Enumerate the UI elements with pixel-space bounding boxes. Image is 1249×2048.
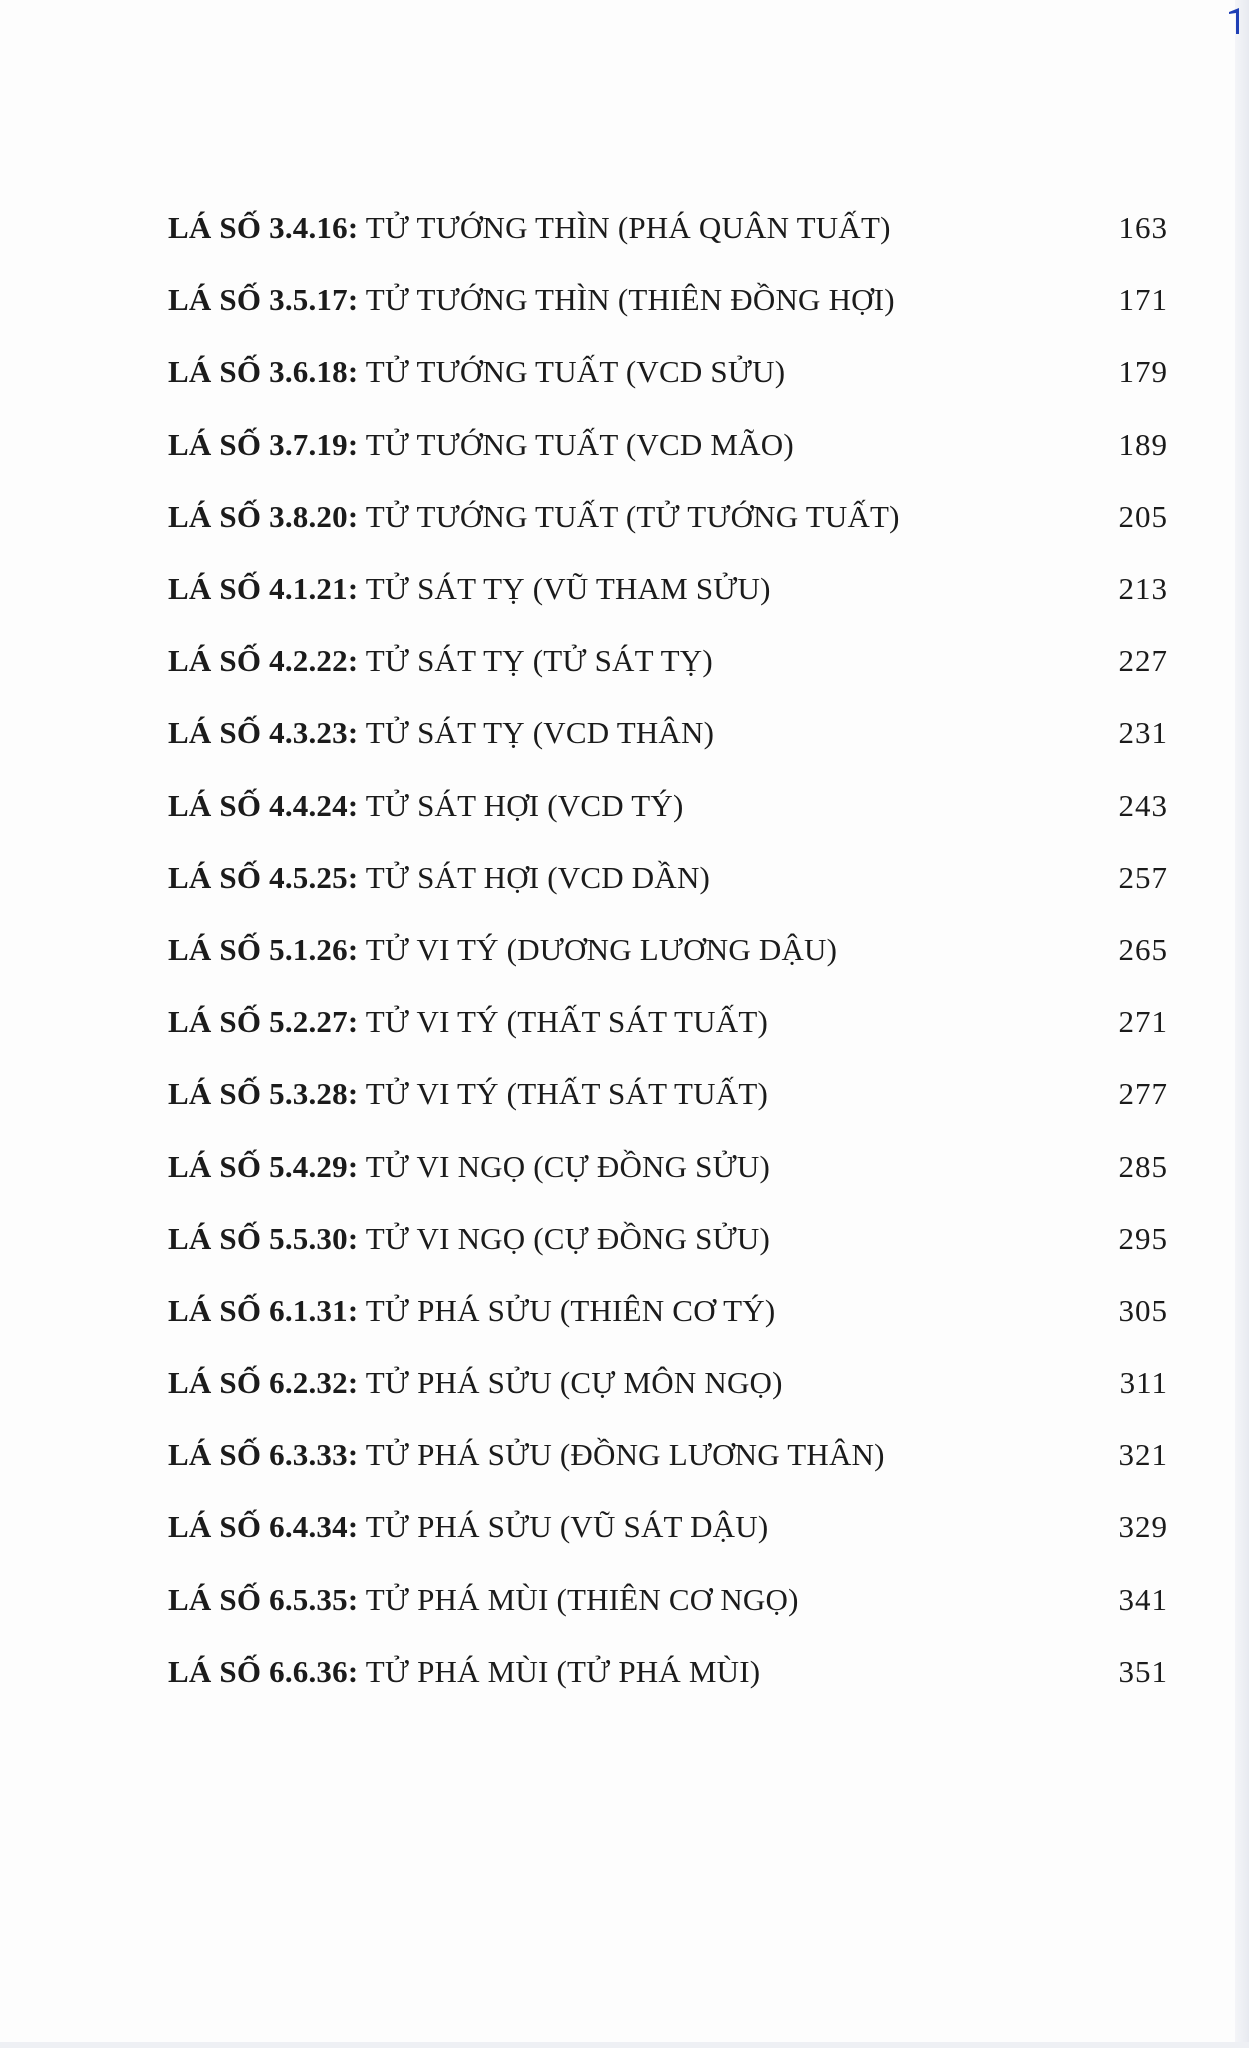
toc-entry-id: LÁ SỐ 6.4.34: [168,1509,359,1545]
toc-entry[interactable] [168,409,1168,481]
toc-entry-title: TỬ TƯỚNG TUẤT (VCD MÃO) [365,426,794,462]
toc-entry[interactable] [168,914,1168,986]
toc-page-number: 351 [1118,1653,1168,1689]
toc-entry-id: LÁ SỐ 5.5.30: [168,1220,359,1256]
toc-entry[interactable] [168,192,1168,264]
toc-entry-label [168,1149,770,1185]
toc-entry-title: TỬ VI TÝ (THẤT SÁT TUẤT) [365,1004,769,1040]
toc-page-number: 305 [1118,1292,1168,1328]
toc-entry[interactable] [168,1636,1168,1708]
table-of-contents [168,192,1168,1708]
toc-entry-id: LÁ SỐ 3.7.19: [168,426,359,462]
toc-entry-label [168,1365,783,1401]
toc-entry-id: LÁ SỐ 4.2.22: [168,643,359,679]
toc-page-number: 341 [1118,1581,1168,1617]
toc-entry-title: TỬ SÁT TỴ (TỬ SÁT TỴ) [365,643,713,679]
toc-entry-label [168,1004,768,1040]
toc-entry-id: LÁ SỐ 3.6.18: [168,354,359,390]
toc-entry-label [168,210,891,246]
toc-entry-title: TỬ PHÁ MÙI (TỬ PHÁ MÙI) [365,1653,761,1689]
toc-entry[interactable] [168,1564,1168,1636]
toc-entry-title: TỬ PHÁ MÙI (THIÊN CƠ NGỌ) [365,1581,799,1617]
toc-entry[interactable] [168,1347,1168,1419]
toc-entry-title: TỬ PHÁ SỬU (THIÊN CƠ TÝ) [365,1292,776,1328]
toc-entry-title: TỬ SÁT TỴ (VŨ THAM SỬU) [365,571,771,607]
toc-page-number: 227 [1118,643,1168,679]
toc-entry-id: LÁ SỐ 3.4.16: [168,210,359,246]
toc-page-number: 243 [1118,787,1168,823]
toc-entry-title: TỬ VI NGỌ (CỰ ĐỒNG SỬU) [365,1220,770,1256]
toc-entry-label [168,282,895,318]
toc-entry-title: TỬ SÁT HỢI (VCD TÝ) [365,787,684,823]
toc-entry[interactable] [168,553,1168,625]
toc-entry-id: LÁ SỐ 5.4.29: [168,1148,359,1184]
toc-entry-id: LÁ SỐ 6.5.35: [168,1581,359,1617]
toc-entry-title: TỬ TƯỚNG TUẤT (TỬ TƯỚNG TUẤT) [365,498,900,534]
toc-entry[interactable] [168,1203,1168,1275]
toc-entry-title: TỬ VI TÝ (THẤT SÁT TUẤT) [365,1076,769,1112]
toc-entry-title: TỬ VI TÝ (DƯƠNG LƯƠNG DẬU) [365,931,838,967]
toc-entry-id: LÁ SỐ 4.4.24: [168,787,359,823]
toc-page-number: 257 [1118,859,1168,895]
toc-entry-label [168,860,710,896]
toc-entry-title: TỬ PHÁ SỬU (VŨ SÁT DẬU) [365,1509,769,1545]
toc-entry-title: TỬ TƯỚNG TUẤT (VCD SỬU) [365,354,786,390]
toc-page-number: 285 [1118,1148,1168,1184]
toc-page-number: 179 [1118,354,1168,390]
toc-entry-label [168,1582,799,1618]
toc-entry-label [168,571,771,607]
toc-page-number: 271 [1118,1004,1168,1040]
toc-page-number: 205 [1118,498,1168,534]
toc-entry[interactable] [168,336,1168,408]
toc-page-number: 321 [1118,1437,1168,1473]
toc-page-number: 277 [1118,1076,1168,1112]
toc-entry[interactable] [168,264,1168,336]
toc-entry-id: LÁ SỐ 4.1.21: [168,571,359,607]
toc-entry-title: TỬ PHÁ SỬU (CỰ MÔN NGỌ) [365,1365,783,1401]
toc-entry-id: LÁ SỐ 3.8.20: [168,498,359,534]
toc-page-number: 189 [1118,426,1168,462]
toc-entry[interactable] [168,1419,1168,1491]
toc-page-number: 213 [1118,571,1168,607]
toc-entry-label [168,1293,775,1329]
toc-entry-title: TỬ SÁT HỢI (VCD DẦN) [365,859,711,895]
toc-entry[interactable] [168,625,1168,697]
toc-page-number: 171 [1118,282,1168,318]
toc-entry-title: TỬ TƯỚNG THÌN (PHÁ QUÂN TUẤT) [365,210,891,246]
toc-entry-id: LÁ SỐ 5.1.26: [168,931,359,967]
toc-entry-label [168,354,785,390]
toc-page-number: 265 [1118,931,1168,967]
toc-entry[interactable] [168,481,1168,553]
toc-entry[interactable] [168,1491,1168,1563]
toc-entry-id: LÁ SỐ 3.5.17: [168,282,359,318]
toc-page-number: 311 [1119,1365,1168,1401]
toc-entry-title: TỬ TƯỚNG THÌN (THIÊN ĐỒNG HỢI) [365,282,895,318]
toc-entry-label [168,427,794,463]
toc-entry-label [168,643,713,679]
toc-entry-label [168,715,714,751]
toc-entry-id: LÁ SỐ 4.5.25: [168,859,359,895]
toc-entry-label [168,1654,760,1690]
toc-entry-label [168,1437,885,1473]
toc-entry-label [168,788,684,824]
toc-entry[interactable] [168,1275,1168,1347]
toc-entry-label [168,932,837,968]
toc-page-number: 329 [1118,1509,1168,1545]
toc-entry-label [168,1509,768,1545]
toc-entry[interactable] [168,986,1168,1058]
toc-entry[interactable] [168,842,1168,914]
toc-entry[interactable] [168,1130,1168,1202]
toc-entry-id: LÁ SỐ 6.2.32: [168,1365,359,1401]
toc-entry-title: TỬ PHÁ SỬU (ĐỒNG LƯƠNG THÂN) [365,1437,885,1473]
toc-entry[interactable] [168,697,1168,769]
toc-entry-id: LÁ SỐ 6.1.31: [168,1292,359,1328]
page-bottom-edge [0,2042,1249,2048]
toc-entry-id: LÁ SỐ 5.3.28: [168,1076,359,1112]
toc-entry-id: LÁ SỐ 4.3.23: [168,715,359,751]
toc-entry-id: LÁ SỐ 6.6.36: [168,1653,359,1689]
toc-entry-label [168,1076,768,1112]
toc-page-number: 295 [1118,1220,1168,1256]
toc-page-number: 163 [1118,210,1168,246]
toc-entry[interactable] [168,1058,1168,1130]
toc-entry[interactable] [168,770,1168,842]
toc-entry-id: LÁ SỐ 5.2.27: [168,1004,359,1040]
corner-mark-icon [1227,6,1241,36]
toc-entry-label [168,1221,770,1257]
page-right-edge [1235,0,1249,2048]
toc-entry-title: TỬ SÁT TỴ (VCD THÂN) [365,715,715,751]
toc-entry-label [168,499,900,535]
toc-page-number: 231 [1118,715,1168,751]
toc-entry-id: LÁ SỐ 6.3.33: [168,1437,359,1473]
toc-entry-title: TỬ VI NGỌ (CỰ ĐỒNG SỬU) [365,1148,770,1184]
